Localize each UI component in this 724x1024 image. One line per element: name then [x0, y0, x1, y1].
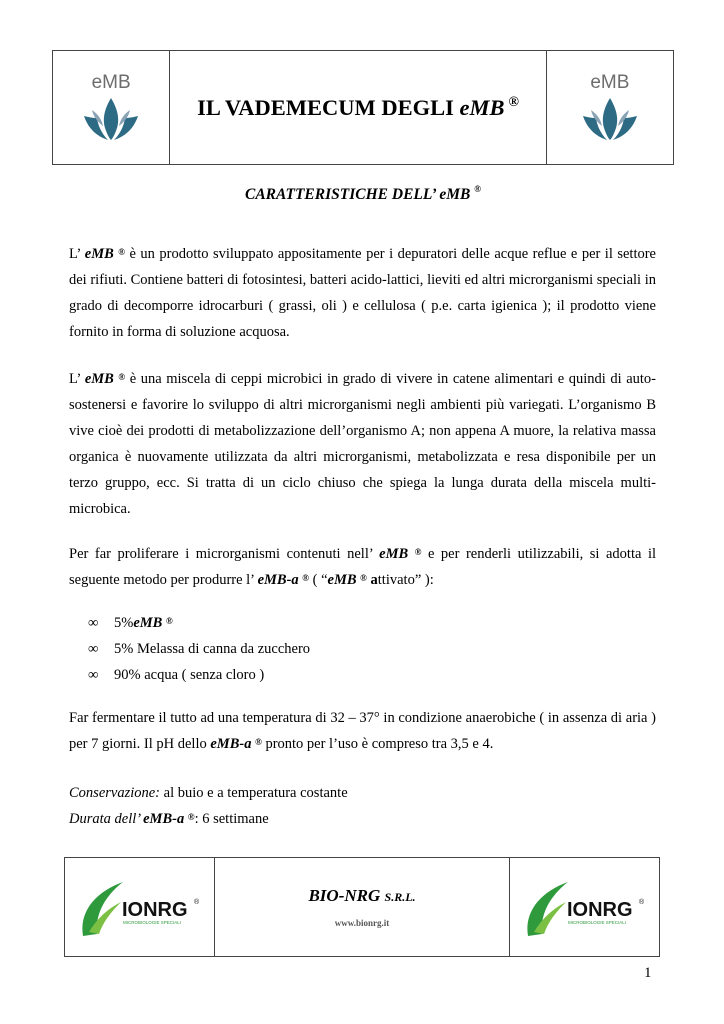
paragraph-3: Per far proliferare i microrganismi contenuti nell’ eMB ® e per renderli utilizzabili, si adotta il seguente metodo per produrre l’ eMB-a ® ( “eMB ® attivato” ):	[69, 546, 657, 588]
page-title: IL VADEMECUM DEGLI eMB ®	[197, 94, 519, 120]
infinity-bullet-icon: ∞	[88, 615, 99, 631]
emb-logo-wordmark: eMB	[91, 72, 131, 93]
svg-text:MICROBIOLOGIE SPECIALI: MICROBIOLOGIE SPECIALI	[567, 920, 626, 925]
svg-text:®: ®	[638, 899, 644, 906]
list-item: ∞ 5% eMB ®	[88, 610, 648, 636]
company-name: BIO-NRG S.R.L.	[308, 886, 416, 905]
emb-lotus-icon	[78, 96, 144, 142]
footer-company-cell	[215, 858, 510, 956]
header-table	[52, 50, 674, 165]
header-logo-right	[547, 51, 673, 164]
footer-table	[64, 857, 660, 957]
list-item: ∞ 5% Melassa di canna da zucchero	[88, 636, 648, 662]
footer-logo-left	[65, 858, 215, 956]
registered-mark: ®	[508, 94, 519, 110]
conservation-info: Conservazione: al buio e a temperatura costante Durata dell’ eMB-a ®: 6 settimane	[69, 785, 348, 827]
svg-text:IONRG: IONRG	[566, 899, 633, 921]
emb-lotus-icon	[577, 96, 643, 142]
ingredient-list	[88, 610, 648, 688]
paragraph-4: Far fermentare il tutto ad una temperatura di 32 – 37° in condizione anaerobiche ( in assenza di aria ) per 7 giorni. Il pH dello eMB-a ® pronto per l’uso è compreso tra 3,5 e 4.	[69, 710, 656, 752]
emb-logo-wordmark: eMB	[590, 72, 630, 93]
svg-text:®: ®	[193, 899, 199, 906]
paragraph-1: L’ eMB ® è un prodotto sviluppato appositamente per i depuratori delle acque reflue e per il settore dei rifiuti. Contiene batteri di fotosintesi, batteri acido-lattici, lieviti ed altri microrganismi speciali in grado di decomporre idrocarburi ( grassi, oli ) e cellulosa ( p.e. carta igienica ); il prodotto viene fornito in forma di soluzione acquosa.	[69, 246, 656, 340]
bionrg-logo-icon	[520, 872, 650, 942]
company-url: www.bionrg.it	[334, 918, 390, 928]
list-item: ∞ 90% acqua ( senza cloro )	[88, 662, 648, 688]
page-number: 1	[644, 965, 652, 981]
paragraph-2: L’ eMB ® è una miscela di ceppi microbici in grado di vivere in catene alimentari e quindi di auto-sostenersi e favorire lo sviluppo di altri microrganismi negli ambienti più variegati. L’organismo B vive cioè dei prodotti di metabolizzazione dell’organismo A; non appena A muore, la relativa massa organica è nuovamente utilizzata da altri microrganismi, metabolizzata e resa disponibile per un terzo gruppo, ecc. Si tratta di un ciclo chiuso che spiega la lunga durata della miscela multi-microbica.	[69, 371, 656, 517]
svg-text:MICROBIOLOGIE SPECIALI: MICROBIOLOGIE SPECIALI	[122, 920, 181, 925]
header-title-cell	[170, 51, 547, 164]
header-logo-left	[53, 51, 170, 164]
svg-text:IONRG: IONRG	[121, 899, 188, 921]
infinity-bullet-icon: ∞	[88, 667, 99, 683]
infinity-bullet-icon: ∞	[88, 641, 99, 657]
footer-logo-right	[510, 858, 659, 956]
bionrg-logo-icon	[75, 872, 205, 942]
section-heading: CARATTERISTICHE DELL’ eMB ®	[245, 184, 481, 203]
